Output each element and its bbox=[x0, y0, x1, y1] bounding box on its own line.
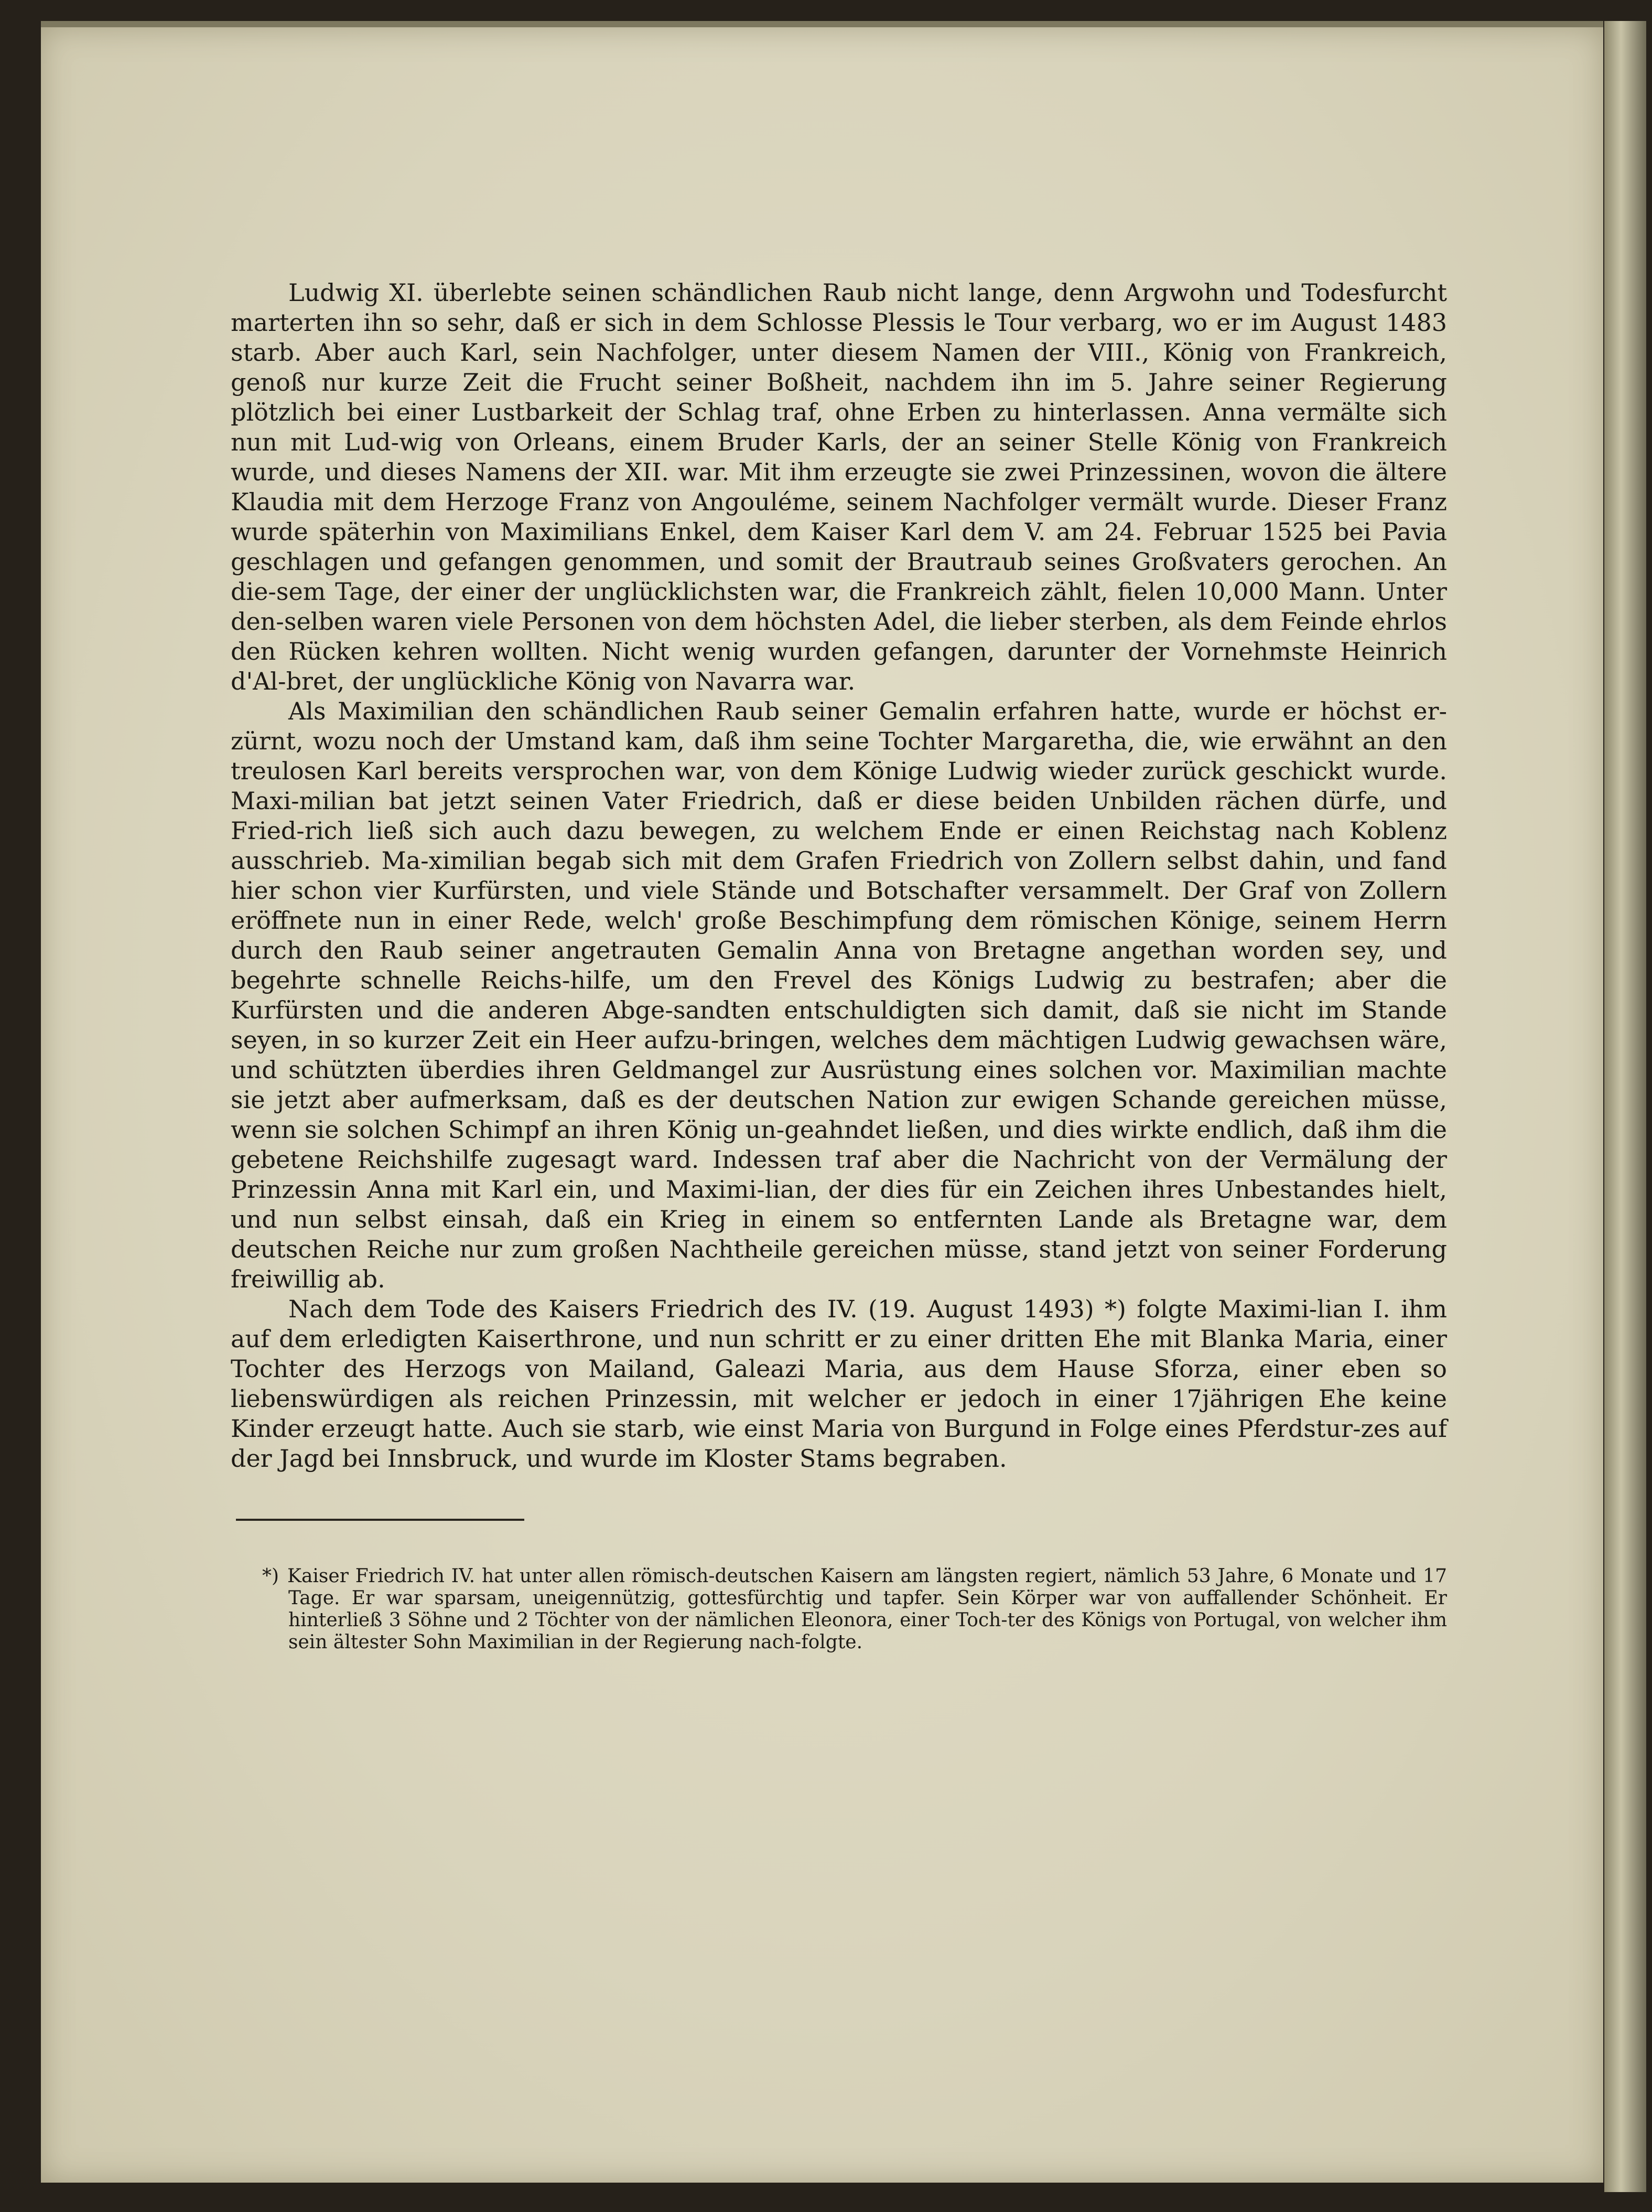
footnote-text: Kaiser Friedrich IV. hat unter allen römisch-deutschen Kaisern am längsten regiert, nämlich 53 Jahre, 6 Monate und 17 Tage. Er war sparsam, uneigennützig, gottesfürchtig und tapfer. Sein Körper war von auffallender Schönheit. Er hinterließ 3 Söhne und 2 Töchter von der nämlichen Eleonora, einer Toch-ter des Königs von Portugal, von welcher ihm sein ältester Sohn Maximilian in der Regierung nach-folgte. bbox=[287, 1565, 1447, 1653]
footnote-separator bbox=[236, 1519, 524, 1521]
page-top-edge bbox=[41, 21, 1603, 27]
footnote bbox=[262, 1565, 1447, 1653]
paragraph-3: Nach dem Tode des Kaisers Friedrich des IV. (19. August 1493) *) folgte Maximi-lian I. ihm auf dem erledigten Kaiserthrone, und nun schritt er zu einer dritten Ehe mit Blanka Maria, einer Tochter des Herzogs von Mailand, Galeazi Maria, aus dem Hause Sforza, einer eben so liebenswürdigen als reichen Prinzessin, mit welcher er jedoch in einer 17jährigen Ehe keine Kinder erzeugt hatte. Auch sie starb, wie einst Maria von Burgund in Folge eines Pferdstur-zes auf der Jagd bei Innsbruck, und wurde im Kloster Stams begraben. bbox=[231, 1295, 1447, 1473]
paragraph-2: Als Maximilian den schändlichen Raub seiner Gemalin erfahren hatte, wurde er höchst er-zürnt, wozu noch der Umstand kam, daß ihm seine Tochter Margaretha, die, wie erwähnt an den treulosen Karl bereits versprochen war, von dem Könige Ludwig wieder zurück geschickt wurde. Maxi-milian bat jetzt seinen Vater Friedrich, daß er diese beiden Unbilden rächen dürfe, und Fried-rich ließ sich auch dazu bewegen, zu welchem Ende er einen Reichstag nach Koblenz ausschrieb. Ma-ximilian begab sich mit dem Grafen Friedrich von Zollern selbst dahin, und fand hier schon vier Kurfürsten, und viele Stände und Botschafter versammelt. Der Graf von Zollern eröffnete nun in einer Rede, welch' große Beschimpfung dem römischen Könige, seinem Herrn durch den Raub seiner angetrauten Gemalin Anna von Bretagne angethan worden sey, und begehrte schnelle Reichs-hilfe, um den Frevel des Königs Ludwig zu bestrafen; aber die Kurfürsten und die anderen Abge-sandten entschuldigten sich damit, daß sie nicht im Stande seyen, in so kurzer Zeit ein Heer aufzu-bringen, welches dem mächtigen Ludwig gewachsen wäre, und schützten überdies ihren Geldmangel zur Ausrüstung eines solchen vor. Maximilian machte sie jetzt aber aufmerksam, daß es der deutschen Nation zur ewigen Schande gereichen müsse, wenn sie solchen Schimpf an ihren König un-geahndet ließen, und dies wirkte endlich, daß ihm die gebetene Reichshilfe zugesagt ward. Indessen traf aber die Nachricht von der Vermälung der Prinzessin Anna mit Karl ein, und Maximi-lian, der dies für ein Zeichen ihres Unbestandes hielt, und nun selbst einsah, daß ein Krieg in einem so entfernten Lande als Bretagne war, dem deutschen Reiche nur zum großen Nachtheile gereichen müsse, stand jetzt von seiner Forderung freiwillig ab. bbox=[231, 697, 1447, 1293]
footnote-mark: *) bbox=[262, 1565, 279, 1587]
main-text bbox=[231, 278, 1447, 1474]
paragraph-1: Ludwig XI. überlebte seinen schändlichen Raub nicht lange, denn Argwohn und Todesfurcht marterten ihn so sehr, daß er sich in dem Schlosse Plessis le Tour verbarg, wo er im August 1483 starb. Aber auch Karl, sein Nachfolger, unter diesem Namen der VIII., König von Frankreich, genoß nur kurze Zeit die Frucht seiner Boßheit, nachdem ihn im 5. Jahre seiner Regierung plötzlich bei einer Lustbarkeit der Schlag traf, ohne Erben zu hinterlassen. Anna vermälte sich nun mit Lud-wig von Orleans, einem Bruder Karls, der an seiner Stelle König von Frankreich wurde, und dieses Namens der XII. war. Mit ihm erzeugte sie zwei Prinzessinen, wovon die ältere Klaudia mit dem Herzoge Franz von Angouléme, seinem Nachfolger vermält wurde. Dieser Franz wurde späterhin von Maximilians Enkel, dem Kaiser Karl dem V. am 24. Februar 1525 bei Pavia geschlagen und gefangen genommen, und somit der Brautraub seines Großvaters gerochen. An die-sem Tage, der einer der unglücklichsten war, die Frankreich zählt, fielen 10,000 Mann. Unter den-selben waren viele Personen von dem höchsten Adel, die lieber sterben, als dem Feinde ehrlos den Rücken kehren wollten. Nicht wenig wurden gefangen, darunter der Vornehmste Heinrich d'Al-bret, der unglückliche König von Navarra war. bbox=[231, 278, 1447, 695]
book-gutter bbox=[1604, 21, 1646, 2192]
